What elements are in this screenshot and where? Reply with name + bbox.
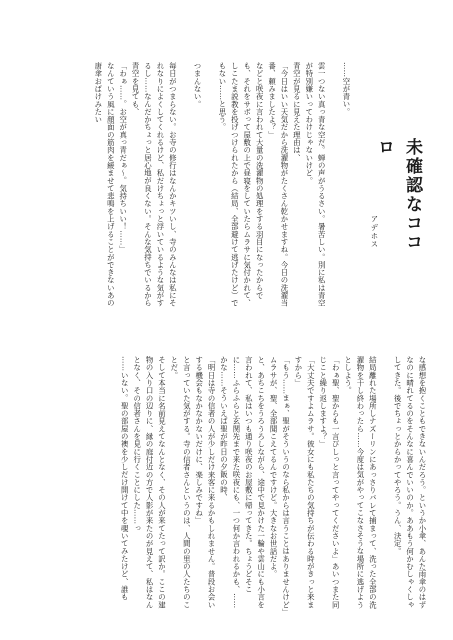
text-line: ムラサが、聖、全部聞こえてるんですけど。大きなお世話だよ。 xyxy=(269,356,279,578)
text-line: ……空が青い。 xyxy=(342,62,351,116)
author-name: アデホス xyxy=(370,215,379,249)
story-title: 未確認なココロ xyxy=(374,138,422,252)
text-line xyxy=(178,62,190,307)
text-line: と、あちこちをうろうろしながら、途中で見かけた一輪や雲山にも小言を言われて、私はいつも通り咲夜のお屋敷に帰ってきた。ちょうどそこに……ふらふらと玄関先まで来た咲夜にも、一つ何か言われるかも、…… xyxy=(231,356,266,609)
text-line xyxy=(203,62,215,307)
upper-text-block xyxy=(26,62,352,307)
text-line: なんていう風に顔面の筋肉を緩ませて悲鳴を上げることができないあの唐傘おばけみたい xyxy=(93,62,116,307)
text-line: 「明日は寺の信者の人が少しだけ来客に来るかもしれません。普段お会いする機会もなかなかないだけに、楽しみですね」 xyxy=(194,356,217,609)
text-line: 結局離れた場所しナズーリンにあっさりバレて捕まって、洗った全部の洗濯物を干し終わったら……今度は気がやってこなさそうな場所に逃げようとしよう。 xyxy=(343,356,378,609)
text-line xyxy=(378,356,390,614)
text-line: つまんない。 xyxy=(193,62,203,108)
text-line: 「大丈夫ですよムラサ。彼女にも私たちの気持ちが伝わる時がきっと来ますから」 xyxy=(293,356,316,609)
text-line: ……いない。聖の部屋の襖を少しだけ開けて中を覗いてみたけど、誰も xyxy=(120,356,130,601)
text-line: 「今日はいい天気だから洗濯物がたくさん乾かせますね。今日の洗濯当番、頼みましたよ？」 xyxy=(267,62,289,307)
text-line: かな……そういえば聖が昨日の夕飯の時、 xyxy=(219,356,229,502)
text-line: 青空が見るに見えた理由は、 xyxy=(292,62,302,162)
text-line: 「わぁ……。お空が真っ青だぁ～。気持ちいい！……」 xyxy=(118,62,128,254)
text-line: 雲一つない真っ青な空だ。蝉の声がうるさい。暑苦しい。別に私は青空が特別嫌いってわけじゃないけど。 xyxy=(304,62,327,307)
lower-text-block xyxy=(26,356,428,617)
text-line: などと咲夜に言われて大量の洗濯物の処理をする羽目になったからでも、それをサボって屋敷の上で昼寝をしていたらムラサに気付かれて、しこたま説教を投げつけられたから（結局、全部避けて逃げたけど）でもない……と思う。 xyxy=(217,62,265,307)
text-line: と言っていた気がする。寺の信者さんというのは、人間の里の人たちのことだ。 xyxy=(169,356,192,609)
text-line: そして本当に名前見えてなんとなく、その人が来てたって訳か。ここの建物の入り口の辺りに、縁の庭付近の方で人影が来たのが見えて、私はなんとなく、その信者さんを見に行くことにした……っ xyxy=(132,356,167,609)
text-line: 毎日がつまらない。お寺の修行はなんかキツいし、寺のみんなは私にそれなりによくしてくれるけど、私だけちょっと浮いているような気がするし……なんだかちょっと居心地が良くない。そんな気持ちでいるから青空を見ても、 xyxy=(131,62,178,307)
text-line xyxy=(327,62,339,307)
text-line: 「もう……まぁ、聖がそういうのなら私からは言うことはありませんけど」 xyxy=(281,356,291,617)
text-line: 「わぁ聖、聖からも一言びしっと言ってやってくださいよ」あいつまた同じこと繰り返しますよ？」 xyxy=(318,356,341,609)
text-line: な感想を抱くこともできないんだろう。というか小傘、あんた雨傘のはずなのに晴れてるのをそんなに喜んでいいのか。ああもう何かむしゃくしゃしてきた。後でちょっとからかってやろう。うん、決定。 xyxy=(393,356,427,609)
